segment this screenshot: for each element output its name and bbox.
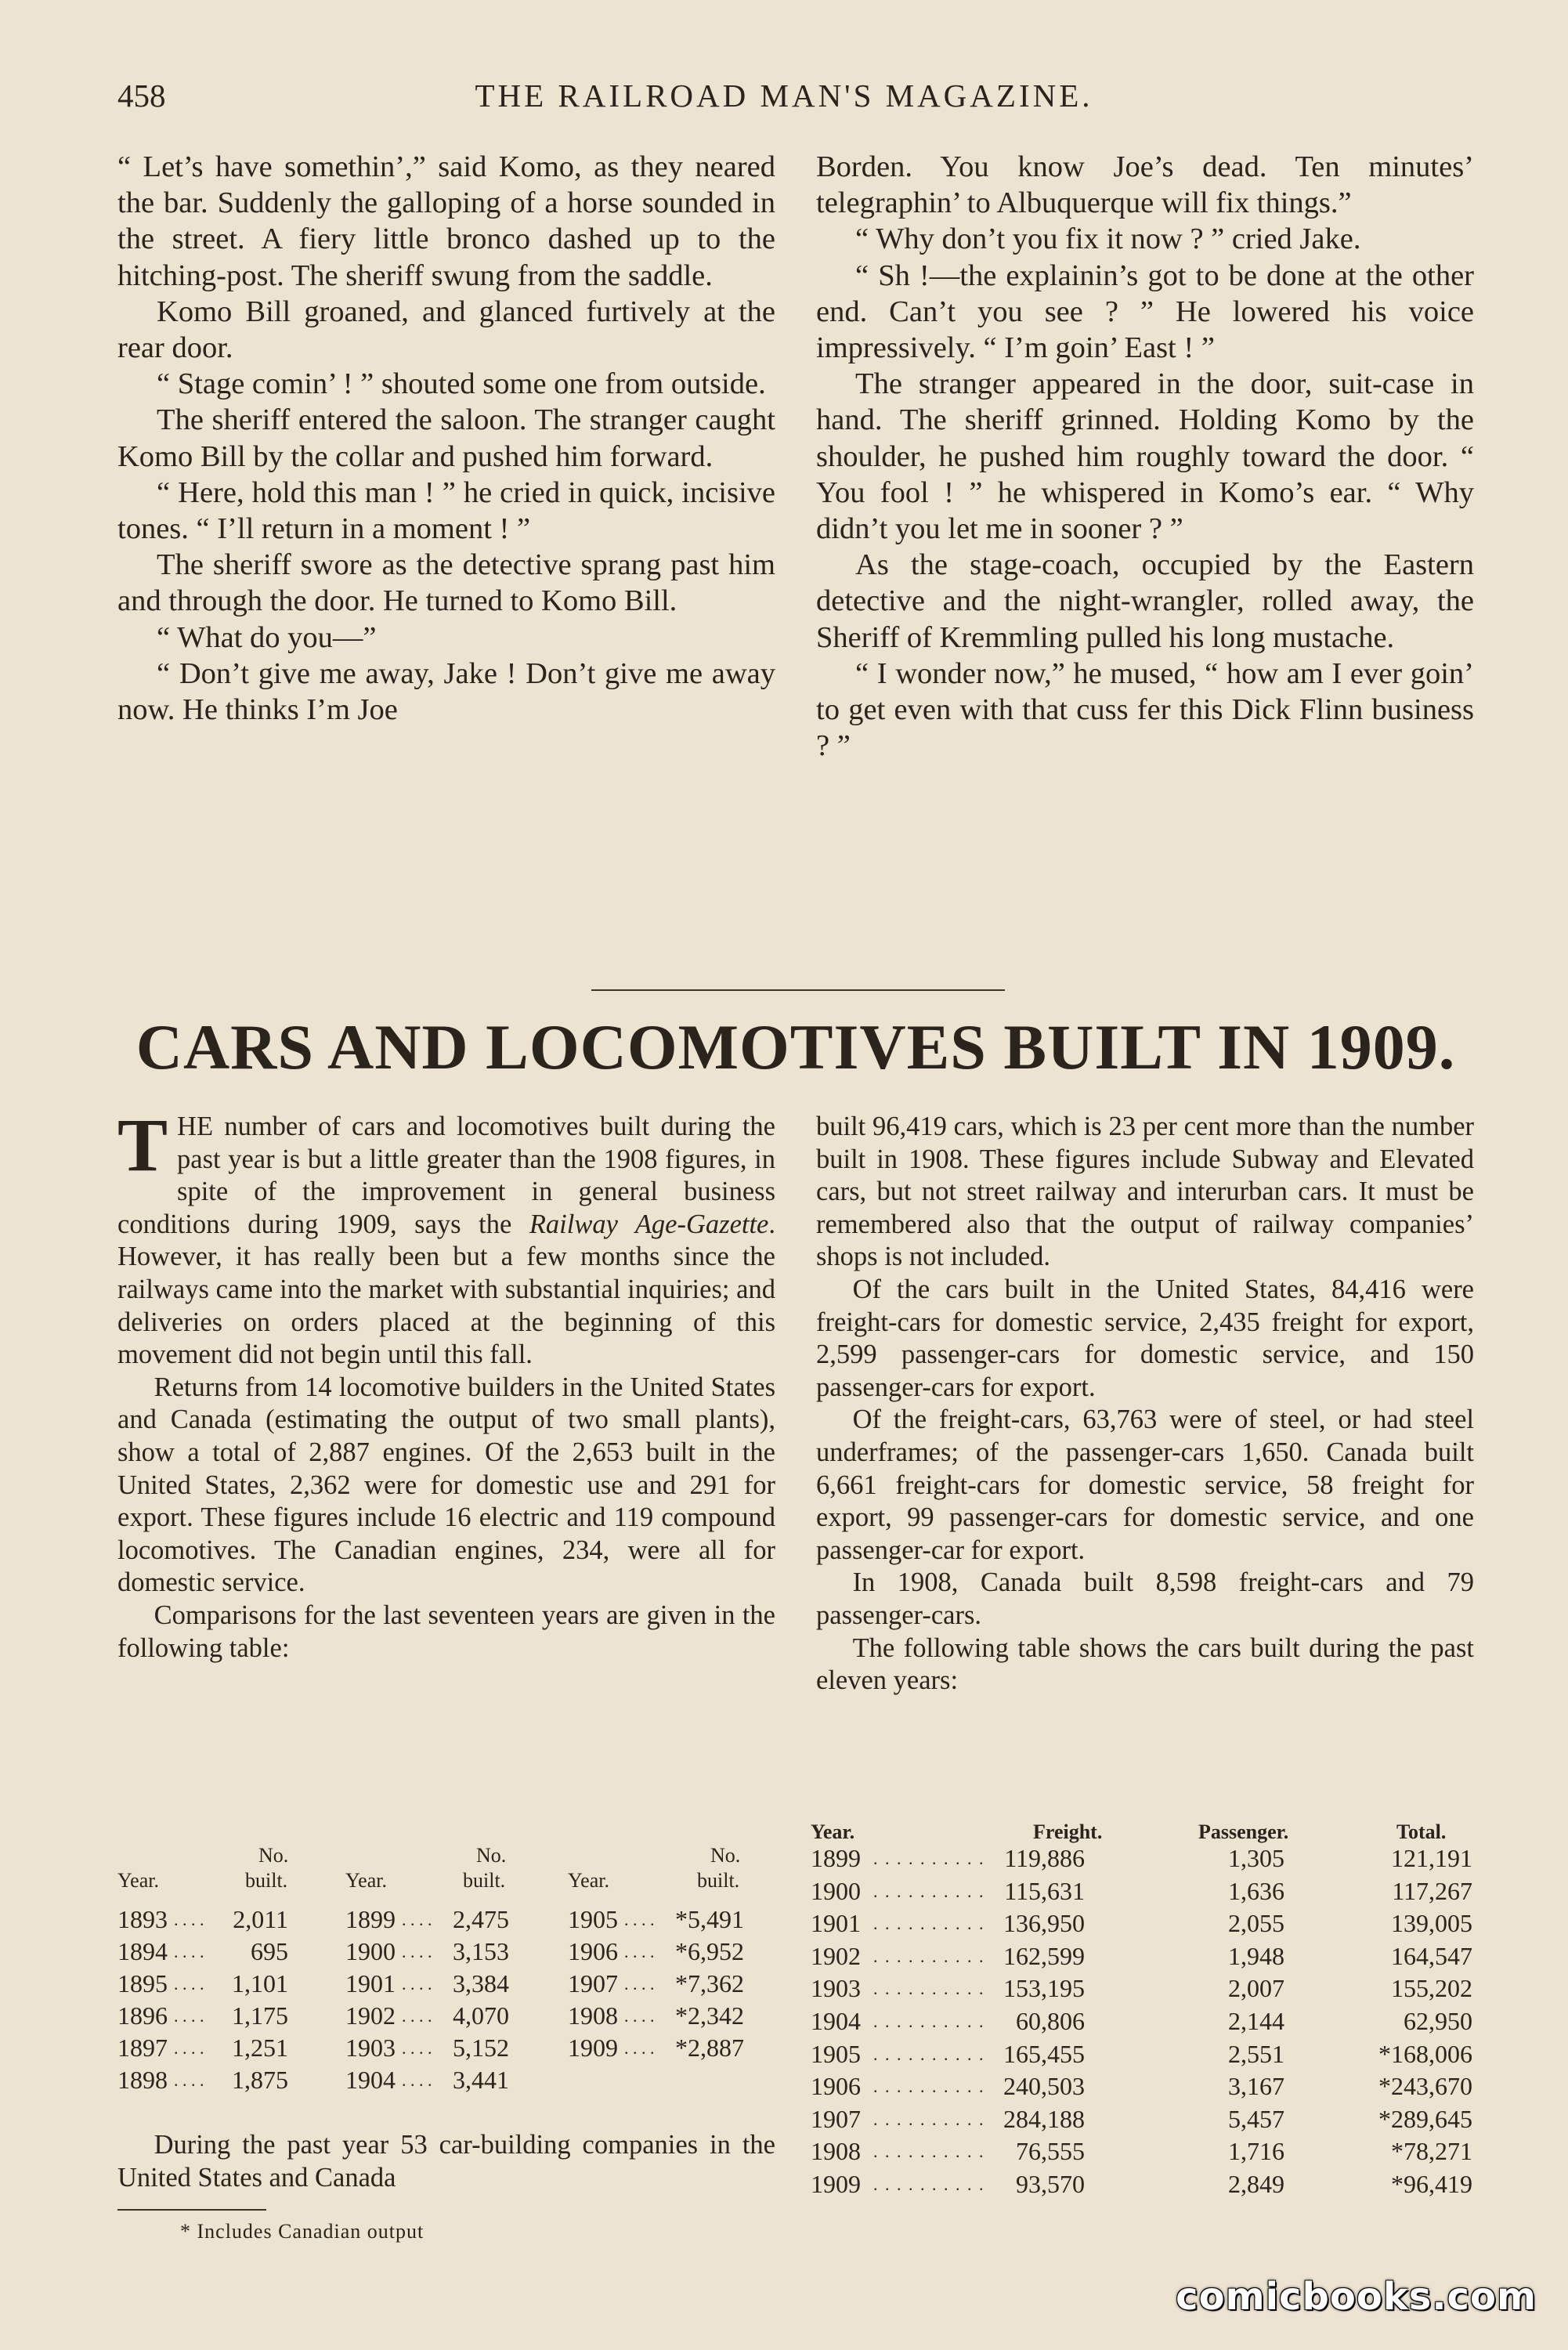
story-paragraph: “ Here, hold this man ! ” he cried in quick, incisive tones. “ I’ll return in a moment ! ” bbox=[117, 475, 775, 546]
table-header-year: Year. bbox=[117, 1869, 159, 1892]
page-number: 458 bbox=[117, 78, 166, 114]
story-paragraph: As the stage-coach, occupied by the Eastern detective and the night-wrangler, rolled away, the Sheriff of Kremmling pulled his long mustache. bbox=[816, 548, 1474, 654]
freight-cell: 60,806 bbox=[1016, 2007, 1085, 2035]
table-header-no: No. bbox=[258, 1844, 289, 1867]
locomotive-count-cell: 695 bbox=[251, 1937, 288, 1965]
leader-dots: . . . . . . . . . . bbox=[873, 2012, 985, 2031]
year-cell: 1905 bbox=[811, 2039, 861, 2068]
table-header-no: No. bbox=[476, 1844, 507, 1867]
total-cell: 139,005 bbox=[1391, 1909, 1472, 1938]
cars-header-total: Total. bbox=[1396, 1820, 1447, 1843]
table-header-year: Year. bbox=[345, 1869, 387, 1892]
year-cell: 1900 bbox=[811, 1876, 861, 1905]
story-right-column bbox=[816, 149, 1474, 764]
watermark-logo: comicbooks.com bbox=[1176, 2275, 1537, 2319]
total-cell: *243,670 bbox=[1378, 2072, 1472, 2101]
year-cell: 1899 bbox=[811, 1844, 861, 1872]
locomotive-count-cell: 3,153 bbox=[453, 1937, 509, 1965]
total-cell: *289,645 bbox=[1378, 2104, 1472, 2133]
leader-dots: . . . . bbox=[402, 2006, 432, 2026]
source-name: Railway Age-Gazette bbox=[529, 1209, 769, 1239]
passenger-cell: 1,948 bbox=[1228, 1941, 1284, 1970]
article-paragraph: During the past year 53 car-building companies in the United States and Canada bbox=[117, 2130, 775, 2193]
freight-cell: 162,599 bbox=[1003, 1941, 1085, 1970]
locomotive-count-cell: 3,441 bbox=[453, 2066, 509, 2094]
locomotive-year-cell: 1894 bbox=[117, 1937, 168, 1965]
table-header-year: Year. bbox=[568, 1869, 609, 1892]
article-left-after-table bbox=[117, 2129, 775, 2194]
locomotive-year-cell: 1904 bbox=[345, 2066, 396, 2094]
footnote: * Includes Canadian output bbox=[180, 2220, 425, 2243]
passenger-cell: 1,716 bbox=[1228, 2137, 1284, 2166]
leader-dots: . . . . bbox=[624, 2006, 655, 2026]
leader-dots: . . . . bbox=[402, 1974, 432, 1994]
table-header-no: No. bbox=[710, 1844, 741, 1867]
story-left-column bbox=[117, 149, 775, 728]
story-paragraph: “ Why don’t you fix it now ? ” cried Jake. bbox=[855, 222, 1361, 256]
total-cell: *168,006 bbox=[1378, 2039, 1472, 2068]
story-paragraph: Komo Bill groaned, and glanced furtively at the rear door. bbox=[117, 295, 775, 365]
total-cell: 117,267 bbox=[1392, 1876, 1472, 1905]
leader-dots: . . . . . . . . . . bbox=[873, 2175, 985, 2194]
table-row bbox=[811, 2135, 1472, 2168]
story-paragraph: The stranger appeared in the door, suit-case in hand. The sheriff grinned. Holding Komo by the shoulder, he pushed him roughly toward the door. “ You fool ! ” he whispered in Komo’s ear. “ Why didn’t you let me in sooner ? ” bbox=[816, 367, 1474, 546]
locomotive-year-cell: 1899 bbox=[345, 1905, 396, 1933]
leader-dots: . . . . . . . . . . bbox=[873, 2109, 985, 2129]
freight-cell: 165,455 bbox=[1003, 2039, 1085, 2068]
leader-dots: . . . . bbox=[624, 1974, 655, 1994]
cars-header-year: Year. bbox=[811, 1820, 855, 1843]
story-paragraph: “ What do you—” bbox=[157, 620, 377, 654]
year-cell: 1906 bbox=[811, 2072, 861, 2101]
leader-dots: . . . . bbox=[402, 1942, 432, 1961]
leader-dots: . . . . . . . . . . bbox=[873, 2077, 985, 2097]
table-row bbox=[811, 1940, 1472, 1973]
article-lead-paragraph bbox=[117, 1103, 775, 1372]
table-header-built: built. bbox=[463, 1869, 506, 1892]
locomotive-year-cell: 1909 bbox=[568, 2034, 618, 2062]
story-paragraph: Borden. You know Joe’s dead. Ten minutes’ telegraphin’ to Albuquerque will fix things.” bbox=[816, 150, 1474, 220]
locomotive-year-cell: 1907 bbox=[568, 1969, 618, 1998]
story-paragraph: The sheriff swore as the detective sprang past him and through the door. He turned to Komo Bill. bbox=[117, 548, 775, 618]
lead-text: HE number of cars and locomotives built during the past year is but a little greater than the 1908 figures, in spite of the improvement in general business conditions during 1909, says the bbox=[117, 1112, 775, 1239]
article-paragraph: Comparisons for the last seventeen years are given in the following table: bbox=[117, 1600, 775, 1663]
article-right-column bbox=[816, 1111, 1474, 1697]
leader-dots: . . . . . . . . . . bbox=[873, 2044, 985, 2064]
table-row bbox=[811, 1842, 1472, 1875]
year-cell: 1904 bbox=[811, 2007, 861, 2035]
total-cell: 155,202 bbox=[1391, 1974, 1472, 2003]
table-row bbox=[811, 1875, 1472, 1908]
article-paragraph: The following table shows the cars built during the past eleven years: bbox=[816, 1632, 1474, 1696]
passenger-cell: 1,305 bbox=[1228, 1844, 1284, 1872]
table-row bbox=[811, 2005, 1472, 2038]
running-head: THE RAILROAD MAN'S MAGAZINE. bbox=[475, 78, 1093, 114]
total-cell: 164,547 bbox=[1391, 1941, 1472, 1970]
total-cell: 62,950 bbox=[1404, 2007, 1472, 2035]
locomotive-year-cell: 1901 bbox=[345, 1969, 396, 1998]
story-paragraph: “ I wonder now,” he mused, “ how am I ever goin’ to get even with that cuss fer this Dick Flinn business ? ” bbox=[816, 656, 1474, 763]
locomotive-count-cell: *6,952 bbox=[675, 1937, 744, 1965]
locomotive-year-cell: 1896 bbox=[117, 2001, 168, 2030]
freight-cell: 115,631 bbox=[1004, 1876, 1085, 1905]
locomotive-count-cell: 5,152 bbox=[453, 2034, 509, 2062]
article-title: CARS AND LOCOMOTIVES BUILT IN 1909. bbox=[135, 1011, 1456, 1083]
locomotive-count-cell: 3,384 bbox=[453, 1969, 509, 1998]
passenger-cell: 2,551 bbox=[1228, 2039, 1284, 2068]
freight-cell: 240,503 bbox=[1003, 2072, 1085, 2101]
locomotive-count-cell: 4,070 bbox=[453, 2001, 509, 2030]
story-paragraph: “ Stage comin’ ! ” shouted some one from outside. bbox=[157, 367, 766, 401]
table-header-built: built. bbox=[245, 1869, 288, 1892]
year-cell: 1902 bbox=[811, 1941, 861, 1970]
article-paragraph: built 96,419 cars, which is 23 per cent more than the number built in 1908. These figures include Subway and Elevated cars, but not street railway and interurban cars. It must be remembered also that the output of railway companies’ shops is not included. bbox=[816, 1112, 1474, 1272]
freight-cell: 76,555 bbox=[1016, 2137, 1085, 2166]
table-row bbox=[811, 2103, 1472, 2136]
year-cell: 1903 bbox=[811, 1974, 861, 2003]
leader-dots: . . . . bbox=[174, 2070, 204, 2090]
story-paragraph: “ Sh !—the explainin’s got to be done at the other end. Can’t you see ? ” He lowered his voice impressively. “ I’m goin’ East ! ” bbox=[816, 258, 1474, 365]
passenger-cell: 1,636 bbox=[1228, 1876, 1284, 1905]
cars-header-passenger: Passenger. bbox=[1198, 1820, 1289, 1843]
table-header-built: built. bbox=[697, 1869, 740, 1892]
article-paragraph: In 1908, Canada built 8,598 freight-cars and 79 passenger-cars. bbox=[816, 1567, 1474, 1630]
leader-dots: . . . . bbox=[402, 2070, 432, 2090]
leader-dots: . . . . bbox=[624, 2038, 655, 2058]
locomotive-count-cell: *2,342 bbox=[675, 2001, 744, 2030]
leader-dots: . . . . bbox=[174, 2006, 204, 2026]
locomotive-year-cell: 1903 bbox=[345, 2034, 396, 2062]
total-cell: *78,271 bbox=[1391, 2137, 1472, 2166]
leader-dots: . . . . bbox=[174, 2038, 204, 2058]
passenger-cell: 5,457 bbox=[1228, 2104, 1284, 2133]
locomotive-year-cell: 1895 bbox=[117, 1969, 168, 1998]
leader-dots: . . . . bbox=[624, 1910, 655, 1929]
locomotive-year-cell: 1897 bbox=[117, 2034, 168, 2062]
leader-dots: . . . . . . . . . . bbox=[873, 1849, 985, 1868]
total-cell: 121,191 bbox=[1391, 1844, 1472, 1872]
year-cell: 1908 bbox=[811, 2137, 861, 2166]
cars-header-freight: Freight. bbox=[1033, 1820, 1103, 1843]
locomotive-year-cell: 1893 bbox=[117, 1905, 168, 1933]
total-cell: *96,419 bbox=[1391, 2170, 1472, 2198]
passenger-cell: 3,167 bbox=[1228, 2072, 1284, 2101]
table-row bbox=[811, 1907, 1472, 1940]
table-row bbox=[811, 1972, 1472, 2005]
year-cell: 1907 bbox=[811, 2104, 861, 2133]
leader-dots: . . . . bbox=[624, 1942, 655, 1961]
leader-dots: . . . . bbox=[402, 2038, 432, 2058]
article-paragraph: Of the freight-cars, 63,763 were of steel, or had steel underframes; of the passenger-cars 1,650. Canada built 6,661 freight-cars for domestic service, 58 freight for export, 99 passenger-cars for domestic service, and one passenger-car for export. bbox=[816, 1405, 1474, 1565]
table-row bbox=[811, 2168, 1472, 2201]
footnote-rule bbox=[117, 2209, 266, 2211]
freight-cell: 136,950 bbox=[1003, 1909, 1085, 1938]
locomotive-year-cell: 1898 bbox=[117, 2066, 168, 2094]
locomotive-count-cell: 2,011 bbox=[233, 1905, 288, 1933]
passenger-cell: 2,007 bbox=[1228, 1974, 1284, 2003]
leader-dots: . . . . bbox=[402, 1910, 432, 1929]
page-header bbox=[117, 77, 1451, 121]
table-row bbox=[811, 2038, 1472, 2071]
leader-dots: . . . . . . . . . . bbox=[873, 1979, 985, 1999]
freight-cell: 119,886 bbox=[1004, 1844, 1085, 1872]
locomotive-count-cell: 1,251 bbox=[232, 2034, 288, 2062]
locomotive-count-cell: 2,475 bbox=[453, 1905, 509, 1933]
year-cell: 1909 bbox=[811, 2170, 861, 2198]
locomotive-count-cell: *2,887 bbox=[675, 2034, 744, 2062]
story-paragraph: “ Don’t give me away, Jake ! Don’t give me away now. He thinks I’m Joe bbox=[117, 656, 775, 727]
locomotive-year-cell: 1902 bbox=[345, 2001, 396, 2030]
locomotive-year-cell: 1908 bbox=[568, 2001, 618, 2030]
story-paragraph: The sheriff entered the saloon. The stranger caught Komo Bill by the collar and pushed him forward. bbox=[117, 403, 775, 473]
locomotive-count-cell: *7,362 bbox=[675, 1969, 744, 1998]
freight-cell: 153,195 bbox=[1003, 1974, 1085, 2003]
article-left-column bbox=[117, 1103, 775, 1665]
freight-cell: 284,188 bbox=[1003, 2104, 1085, 2133]
leader-dots: . . . . bbox=[174, 1910, 204, 1929]
leader-dots: . . . . bbox=[174, 1942, 204, 1961]
passenger-cell: 2,849 bbox=[1228, 2170, 1284, 2198]
story-paragraph: “ Let’s have somethin’,” said Komo, as they neared the bar. Suddenly the galloping of a horse sounded in the street. A fiery little bronco dashed up to the hitching-post. The sheriff swung from the saddle. bbox=[117, 150, 775, 292]
locomotive-count-cell: 1,101 bbox=[232, 1969, 288, 1998]
drop-cap: T bbox=[117, 1103, 168, 1187]
freight-cell: 93,570 bbox=[1016, 2170, 1085, 2198]
leader-dots: . . . . bbox=[174, 1974, 204, 1994]
leader-dots: . . . . . . . . . . bbox=[873, 1946, 985, 1966]
leader-dots: . . . . . . . . . . bbox=[873, 1881, 985, 1901]
article-paragraph: Of the cars built in the United States, 84,416 were freight-cars for domestic service, 2,435 freight for export, 2,599 passenger-cars for domestic service, and 150 passenger-cars for export. bbox=[816, 1274, 1474, 1402]
year-cell: 1901 bbox=[811, 1909, 861, 1938]
locomotive-year-cell: 1900 bbox=[345, 1937, 396, 1965]
leader-dots: . . . . . . . . . . bbox=[873, 2142, 985, 2162]
lead-text-tail: . However, it has really been but a few months since the railways came into the market with substantial inquiries; and deliveries on orders placed at the beginning of this movement did not begin until this fall. bbox=[117, 1209, 775, 1370]
table-row bbox=[811, 2070, 1472, 2103]
locomotive-count-cell: 1,175 bbox=[232, 2001, 288, 2030]
locomotive-count-cell: *5,491 bbox=[675, 1905, 744, 1933]
article-paragraph: Returns from 14 locomotive builders in the United States and Canada (estimating the output of two small plants), show a total of 2,887 engines. Of the 2,653 built in the United States, 2,362 were for domestic use and 291 for export. These figures include 16 electric and 119 compound locomotives. The Canadian engines, 234, were all for domestic service. bbox=[117, 1372, 775, 1598]
locomotive-count-cell: 1,875 bbox=[232, 2066, 288, 2094]
locomotive-year-cell: 1906 bbox=[568, 1937, 618, 1965]
leader-dots: . . . . . . . . . . bbox=[873, 1914, 985, 1934]
passenger-cell: 2,144 bbox=[1228, 2007, 1284, 2035]
section-divider bbox=[591, 989, 1005, 991]
locomotive-year-cell: 1905 bbox=[568, 1905, 618, 1933]
passenger-cell: 2,055 bbox=[1228, 1909, 1284, 1938]
